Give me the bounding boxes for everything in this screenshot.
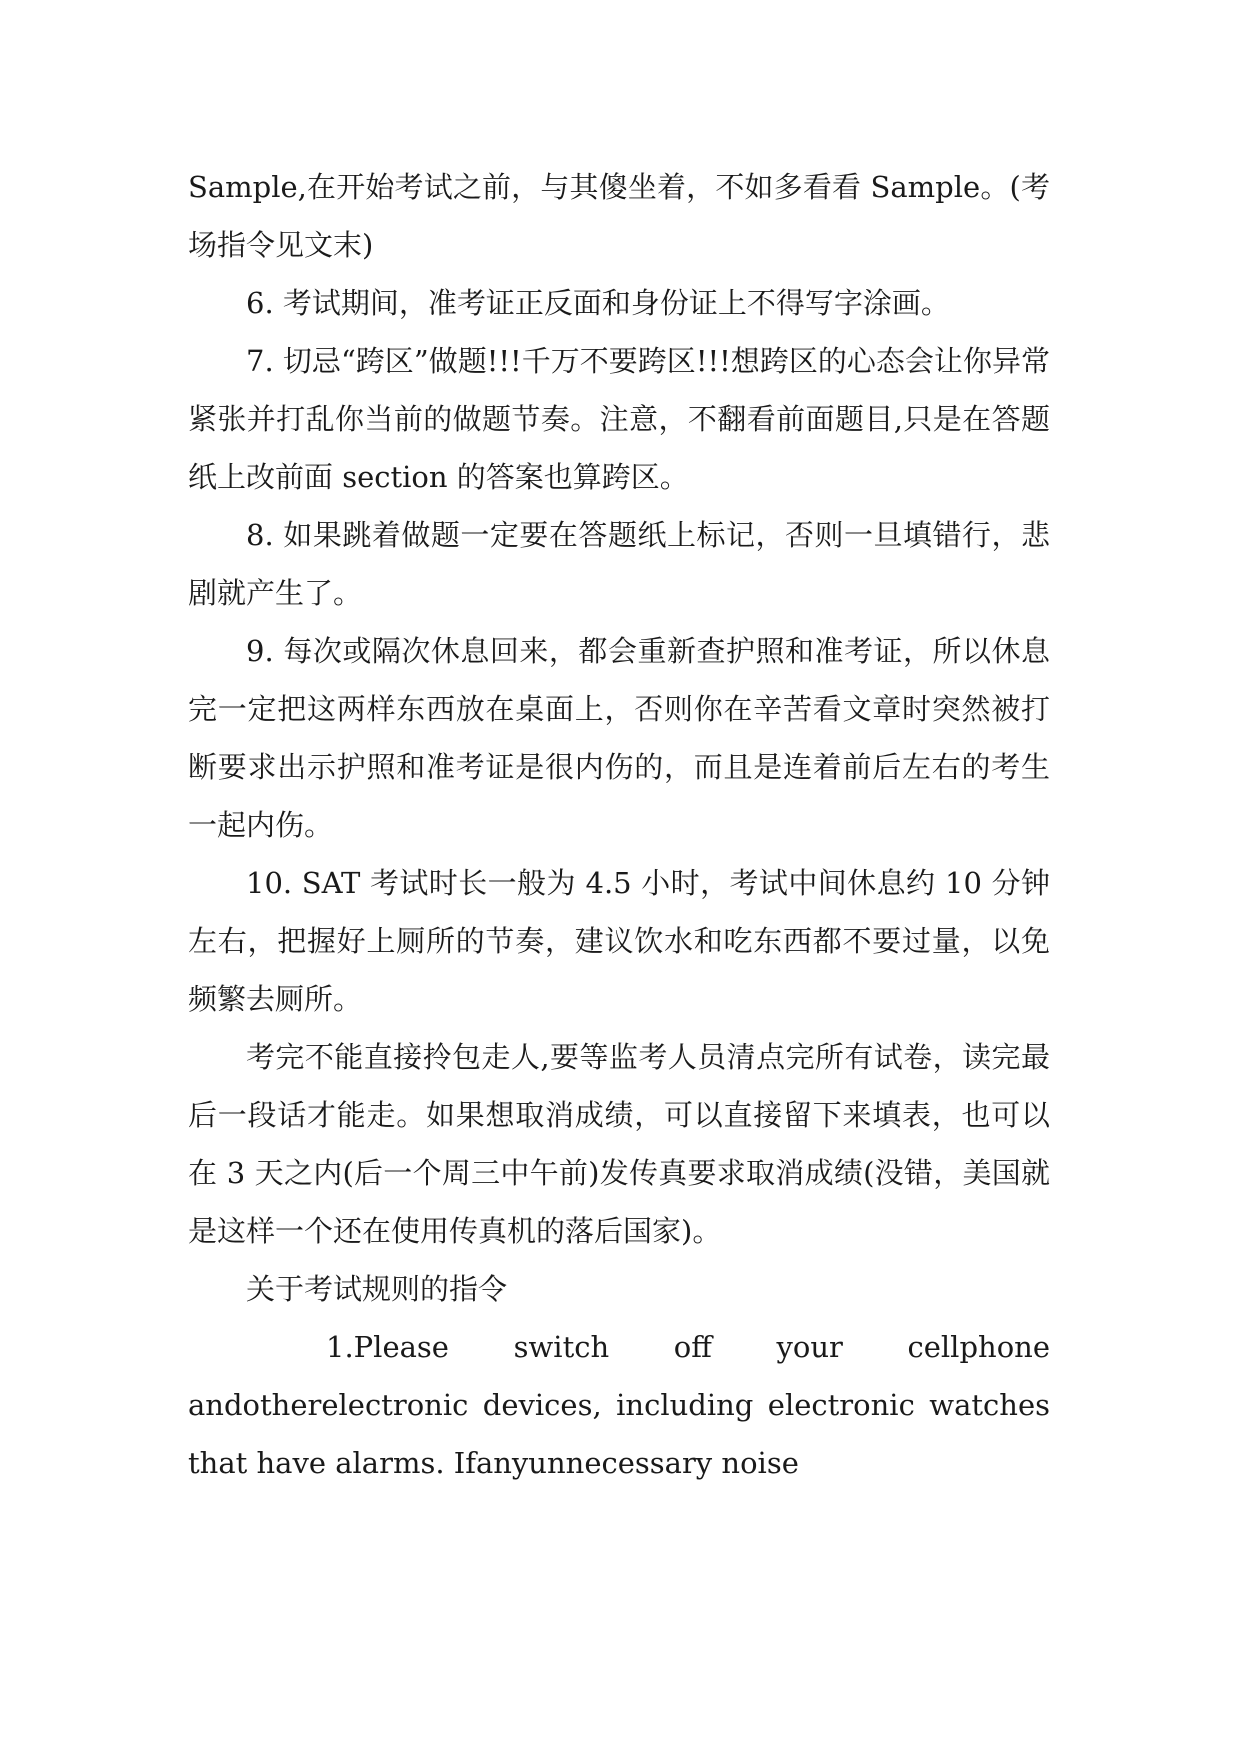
paragraph-after-exam: 考完不能直接拎包走人,要等监考人员清点完所有试卷，读完最后一段话才能走。如果想取消成绩，可以直接留下来填表，也可以在 3 天之内(后一个周三中午前)发传真要求取消成绩(没错，美国就是这样一个还在使用传真机的落后国家)。 xyxy=(188,1040,1050,1248)
paragraph-item-10: 10. SAT 考试时长一般为 4.5 小时，考试中间休息约 10 分钟左右，把握好上厕所的节奏，建议饮水和吃东西都不要过量，以免频繁去厕所。 xyxy=(188,866,1050,1016)
paragraph-item-6: 6. 考试期间，准考证正反面和身份证上不得写字涂画。 xyxy=(246,286,950,320)
paragraph-item-7: 7. 切忌“跨区”做题!!!千万不要跨区!!!想跨区的心态会让你异常紧张并打乱你当前的做题节奏。注意，不翻看前面题目,只是在答题纸上改前面 section 的答案也算跨区。 xyxy=(188,344,1050,494)
document-page xyxy=(188,158,1050,1492)
paragraph-rule-1: 1.Please switch off your cellphone andotherelectronic devices, including electronic watches that have alarms. Ifanyunnecessary noise xyxy=(188,1330,1050,1480)
section-heading-exam-rules: 关于考试规则的指令 xyxy=(246,1272,508,1306)
paragraph-sample-intro: Sample,在开始考试之前，与其傻坐着，不如多看看 Sample。(考场指令见文末) xyxy=(188,170,1050,262)
paragraph-item-9: 9. 每次或隔次休息回来，都会重新查护照和准考证，所以休息完一定把这两样东西放在桌面上，否则你在辛苦看文章时突然被打断要求出示护照和准考证是很内伤的，而且是连着前后左右的考生一起内伤。 xyxy=(188,634,1050,842)
paragraph-item-8: 8. 如果跳着做题一定要在答题纸上标记，否则一旦填错行，悲剧就产生了。 xyxy=(188,518,1050,610)
